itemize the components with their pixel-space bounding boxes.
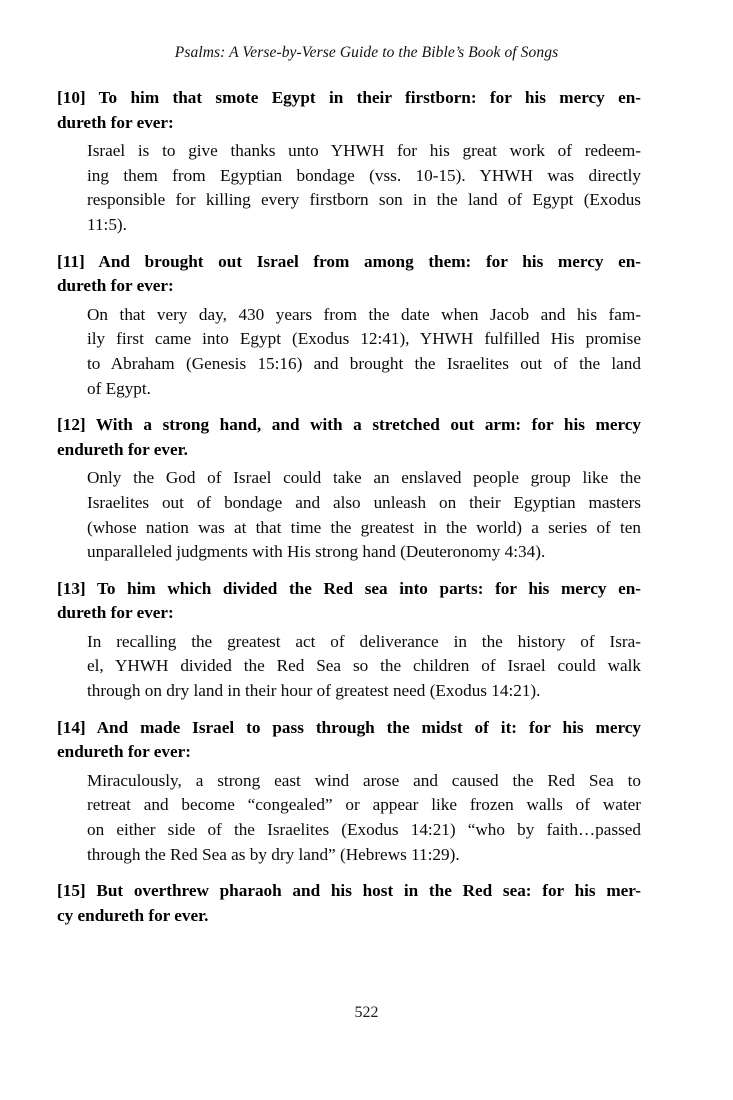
body-line: of Egypt.: [87, 378, 151, 398]
heading-line: [15] But overthrew pharaoh and his host in the Red sea: for his mer-: [57, 881, 641, 901]
heading-line: [14] And made Israel to pass through the midst of it: for his mercy: [57, 717, 641, 737]
verse-heading-11: [57, 250, 641, 299]
verse-paragraph-11: [57, 303, 641, 401]
heading-line: cy endureth for ever.: [57, 905, 209, 925]
body-line: on either side of the Israelites (Exodus 14:21) “who by faith…passed: [87, 820, 641, 840]
heading-line: dureth for ever:: [57, 603, 174, 623]
body-line: ily first came into Egypt (Exodus 12:41), YHWH fulfilled His promise: [87, 329, 641, 349]
body-line: to Abraham (Genesis 15:16) and brought the Israelites out of the land: [87, 353, 641, 373]
text-column: [57, 86, 641, 931]
heading-line: [12] With a strong hand, and with a stretched out arm: for his mercy: [57, 415, 641, 435]
body-line: retreat and become “congealed” or appear like frozen walls of water: [87, 795, 641, 815]
body-line: responsible for killing every firstborn son in the land of Egypt (Exodus: [87, 190, 641, 210]
body-line: On that very day, 430 years from the date when Jacob and his fam-: [87, 304, 641, 324]
verse-heading-12: [57, 413, 641, 462]
body-line: ing them from Egyptian bondage (vss. 10-15). YHWH was directly: [87, 165, 641, 185]
verse-paragraph-13: [57, 630, 641, 704]
running-head: Psalms: A Verse-by-Verse Guide to the Bible’s Book of Songs: [174, 44, 559, 61]
verse-paragraph-14: [57, 769, 641, 867]
body-line: Only the God of Israel could take an enslaved people group like the: [87, 468, 641, 488]
verse-heading-14: [57, 716, 641, 765]
heading-line: [11] And brought out Israel from among them: for his mercy en-: [57, 251, 641, 271]
heading-line: dureth for ever:: [57, 276, 174, 296]
verse-paragraph-12: [57, 466, 641, 564]
body-line: through the Red Sea as by dry land” (Hebrews 11:29).: [87, 844, 460, 864]
page-number: 522: [354, 1004, 379, 1021]
body-line: unparalleled judgments with His strong hand (Deuteronomy 4:34).: [87, 542, 546, 562]
body-line: 11:5).: [87, 214, 127, 234]
body-line: Israelites out of bondage and also unleash on their Egyptian masters: [87, 492, 641, 512]
heading-line: dureth for ever:: [57, 112, 174, 132]
heading-line: endureth for ever.: [57, 439, 188, 459]
body-line: Miraculously, a strong east wind arose and caused the Red Sea to: [87, 770, 641, 790]
heading-line: [10] To him that smote Egypt in their firstborn: for his mercy en-: [57, 88, 641, 107]
body-line: In recalling the greatest act of deliverance in the history of Isra-: [87, 631, 641, 651]
body-line: Israel is to give thanks unto YHWH for his great work of redeem-: [87, 141, 641, 161]
verse-heading-10: [57, 86, 641, 135]
body-line: (whose nation was at that time the greatest in the world) a series of ten: [87, 517, 641, 537]
verse-heading-15: [57, 879, 641, 928]
body-line: el, YHWH divided the Red Sea so the children of Israel could walk: [87, 656, 641, 676]
body-line: through on dry land in their hour of greatest need (Exodus 14:21).: [87, 681, 541, 701]
verse-paragraph-10: [57, 139, 641, 237]
verse-heading-13: [57, 577, 641, 626]
heading-line: endureth for ever:: [57, 742, 191, 762]
heading-line: [13] To him which divided the Red sea into parts: for his mercy en-: [57, 578, 641, 598]
